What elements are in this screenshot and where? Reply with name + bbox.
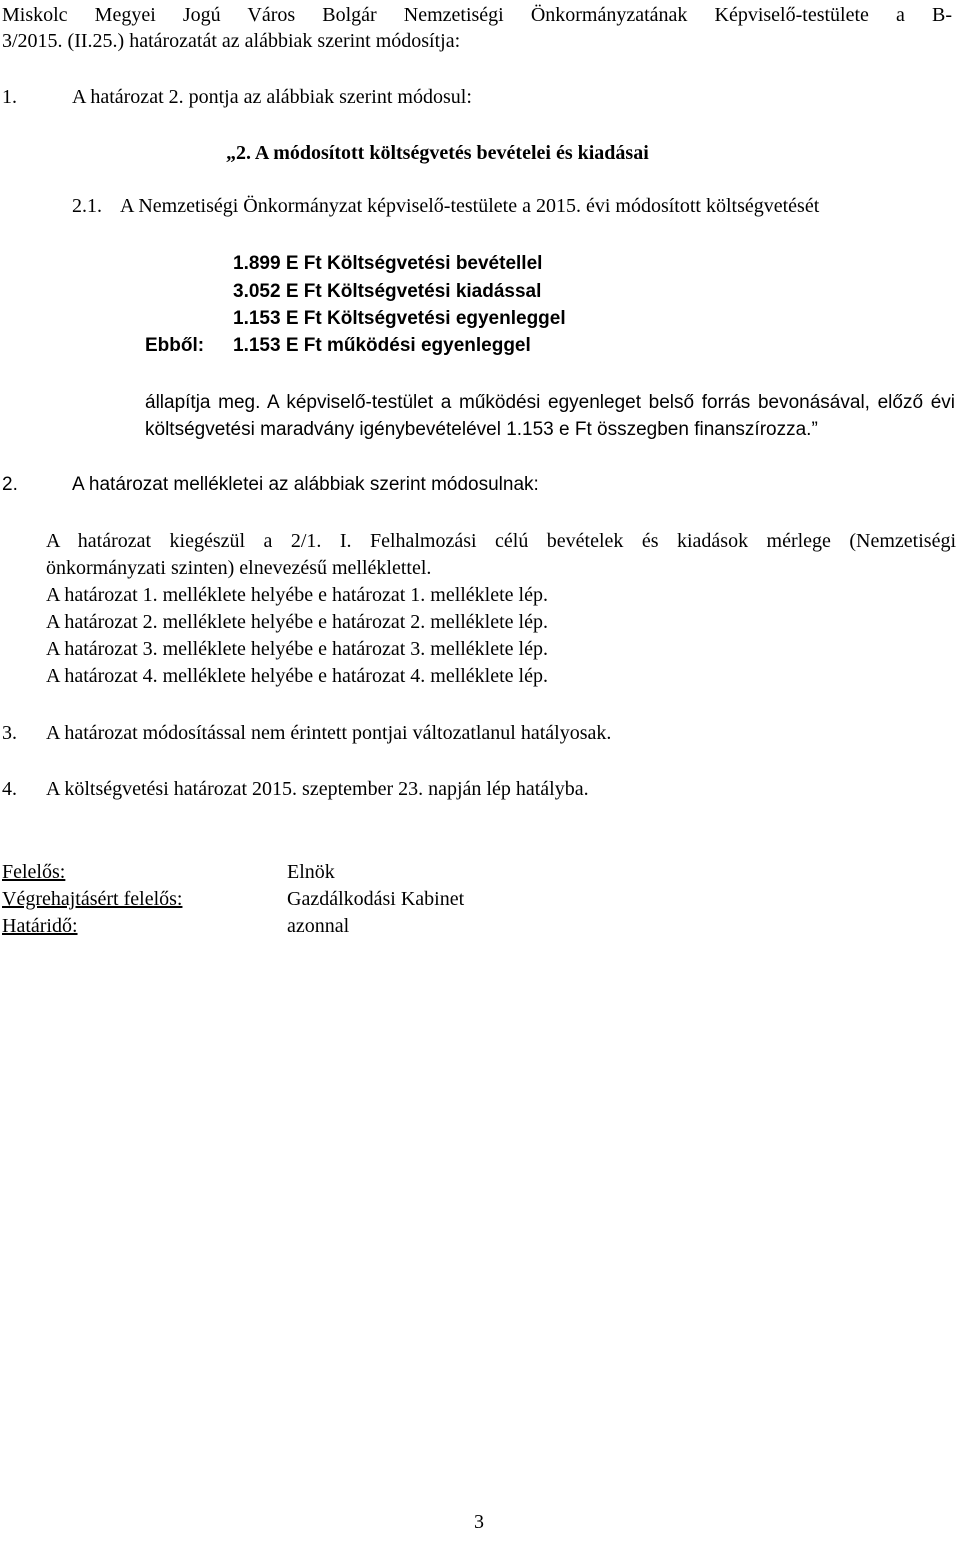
point-2-detail-line-1: A határozat kiegészül a 2/1. I. Felhalmozási célú bevételek és kiadások mérlege (Nemzetiségi [46, 530, 956, 552]
deadline-value: azonnal [287, 915, 350, 937]
deadline-label: Határidő: [2, 915, 78, 937]
budget-balance: 1.153 E Ft Költségvetési egyenleggel [233, 308, 566, 329]
point-4-number: 4. [2, 778, 17, 800]
point-3-text: A határozat módosítással nem érintett pontjai változatlanul hatályosak. [46, 722, 612, 744]
closing-line-2: költségvetési maradvány igénybevételével 1.153 e Ft összegben finanszírozza.” [145, 419, 818, 440]
point-2-text: A határozat mellékletei az alábbiak szerint módosulnak: [72, 474, 539, 495]
annex-replacement-4: A határozat 4. melléklete helyébe e határozat 4. melléklete lép. [46, 665, 548, 687]
point-1-number: 1. [2, 86, 17, 108]
responsible-label: Felelős: [2, 861, 66, 883]
budget-expenditure: 3.052 E Ft Költségvetési kiadással [233, 281, 542, 302]
intro-line-2: 3/2015. (II.25.) határozatát az alábbiak szerint módosítja: [2, 30, 461, 52]
closing-line-1: állapítja meg. A képviselő-testület a működési egyenleget belső forrás bevonásával, előző évi [145, 392, 955, 413]
point-2-number: 2. [2, 474, 18, 495]
annex-replacement-2: A határozat 2. melléklete helyébe e határozat 2. melléklete lép. [46, 611, 548, 633]
point-2-detail-line-2: önkormányzati szinten) elnevezésű melléklettel. [46, 557, 432, 579]
section-2-1-text: A Nemzetiségi Önkormányzat képviselő-testülete a 2015. évi módosított költségvetését [120, 195, 820, 217]
intro-line-1: Miskolc Megyei Jogú Város Bolgár Nemzetiségi Önkormányzatának Képviselő-testülete a B- [2, 4, 952, 26]
point-4-text: A költségvetési határozat 2015. szeptember 23. napján lép hatályba. [46, 778, 589, 800]
section-2-heading: „2. A módosított költségvetés bevételei és kiadásai [226, 142, 649, 164]
executor-value: Gazdálkodási Kabinet [287, 888, 465, 910]
page-number: 3 [474, 1511, 484, 1533]
point-3-number: 3. [2, 722, 17, 744]
executor-label: Végrehajtásért felelős: [2, 888, 183, 910]
budget-operating: 1.153 E Ft működési egyenleggel [233, 335, 531, 356]
responsible-value: Elnök [287, 861, 335, 883]
budget-revenue: 1.899 E Ft Költségvetési bevétellel [233, 253, 543, 274]
annex-replacement-1: A határozat 1. melléklete helyébe e határozat 1. melléklete lép. [46, 584, 548, 606]
point-1-text: A határozat 2. pontja az alábbiak szerint módosul: [72, 86, 472, 108]
annex-replacement-3: A határozat 3. melléklete helyébe e határozat 3. melléklete lép. [46, 638, 548, 660]
section-2-1-number: 2.1. [72, 195, 102, 217]
budget-ebbol-label: Ebből: [145, 335, 205, 356]
